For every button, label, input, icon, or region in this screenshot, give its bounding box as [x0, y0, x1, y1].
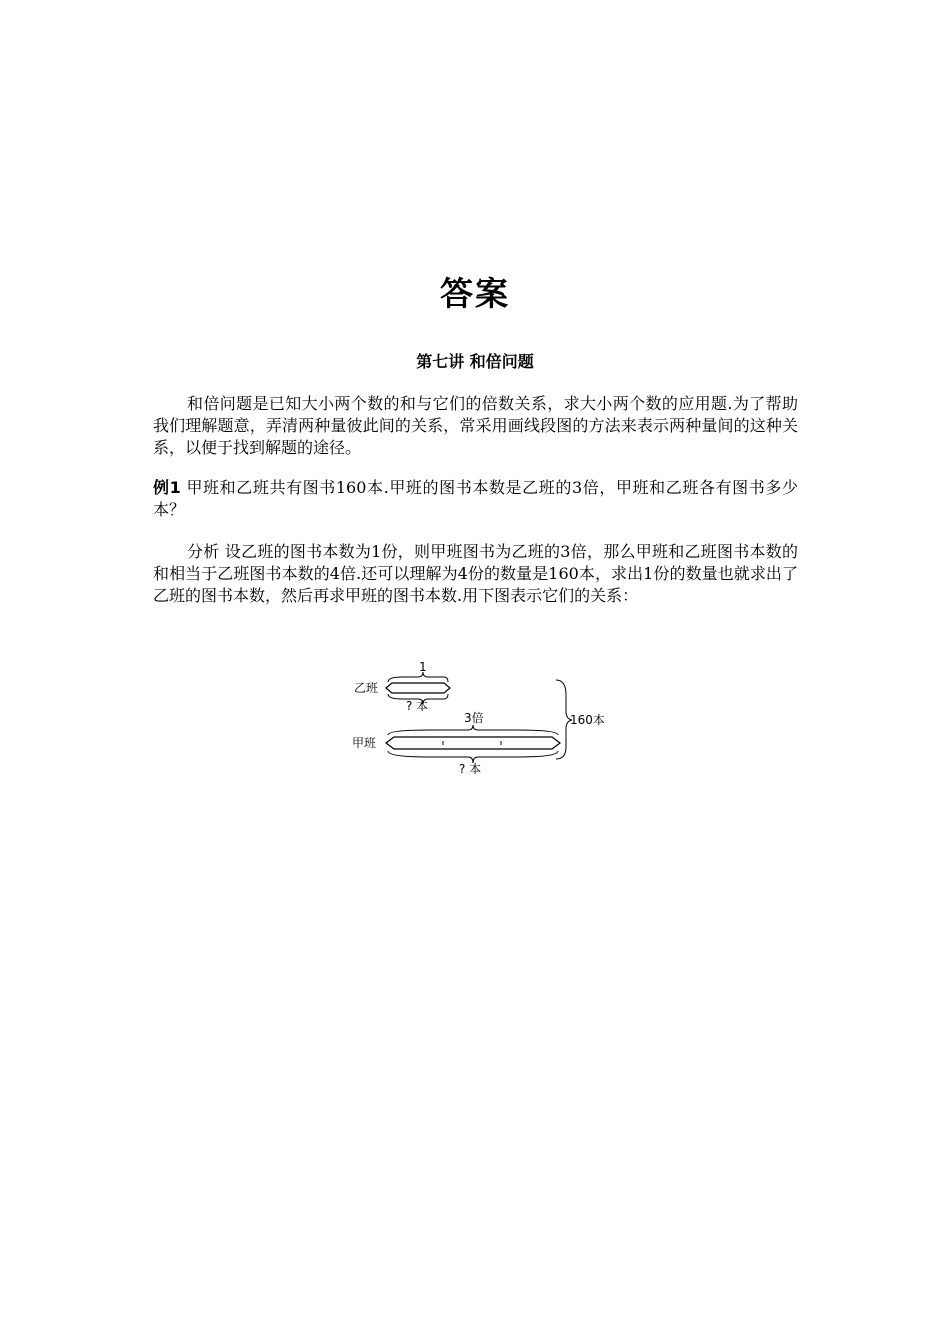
yi-unknown-label: ? 本: [406, 699, 429, 713]
yi-parts-label: 1: [419, 660, 427, 674]
heading: 答案: [440, 274, 510, 313]
example-label: 例1: [153, 478, 181, 497]
jia-unknown-label: ? 本: [459, 762, 482, 776]
example-text: 甲班和乙班共有图书160本.甲班的图书本数是乙班的3倍，甲班和乙班各有图书多少本？: [153, 478, 798, 519]
example-paragraph: [153, 477, 798, 521]
analysis-paragraph: 分析 设乙班的图书本数为1份，则甲班图书为乙班的3倍，那么甲班和乙班图书本数的和相当于乙班图书本数的4倍.还可以理解为4份的数量是160本，求出1份的数量也就求出了乙班的图书本数，然后再求甲班的图书本数.用下图表示它们的关系：: [153, 542, 798, 605]
yi-top-brace: [388, 672, 448, 682]
intro-paragraph: 和倍问题是已知大小两个数的和与它们的倍数关系，求大小两个数的应用题.为了帮助我们理解题意，弄清两种量彼此间的关系，常采用画线段图的方法来表示两种量间的这种关系，以便于找到解题的途径。: [153, 394, 798, 457]
total-label: 160本: [570, 713, 605, 727]
jia-top-brace: [388, 725, 558, 735]
jia-parts-label: 3倍: [464, 711, 484, 725]
jia-segment: [386, 737, 560, 749]
lecture-title: 第七讲 和倍问题: [416, 352, 534, 371]
yi-segment: [386, 683, 450, 693]
yi-label: 乙班: [354, 681, 379, 695]
jia-label: 甲班: [352, 736, 377, 750]
line-segment-diagram: [340, 655, 630, 785]
